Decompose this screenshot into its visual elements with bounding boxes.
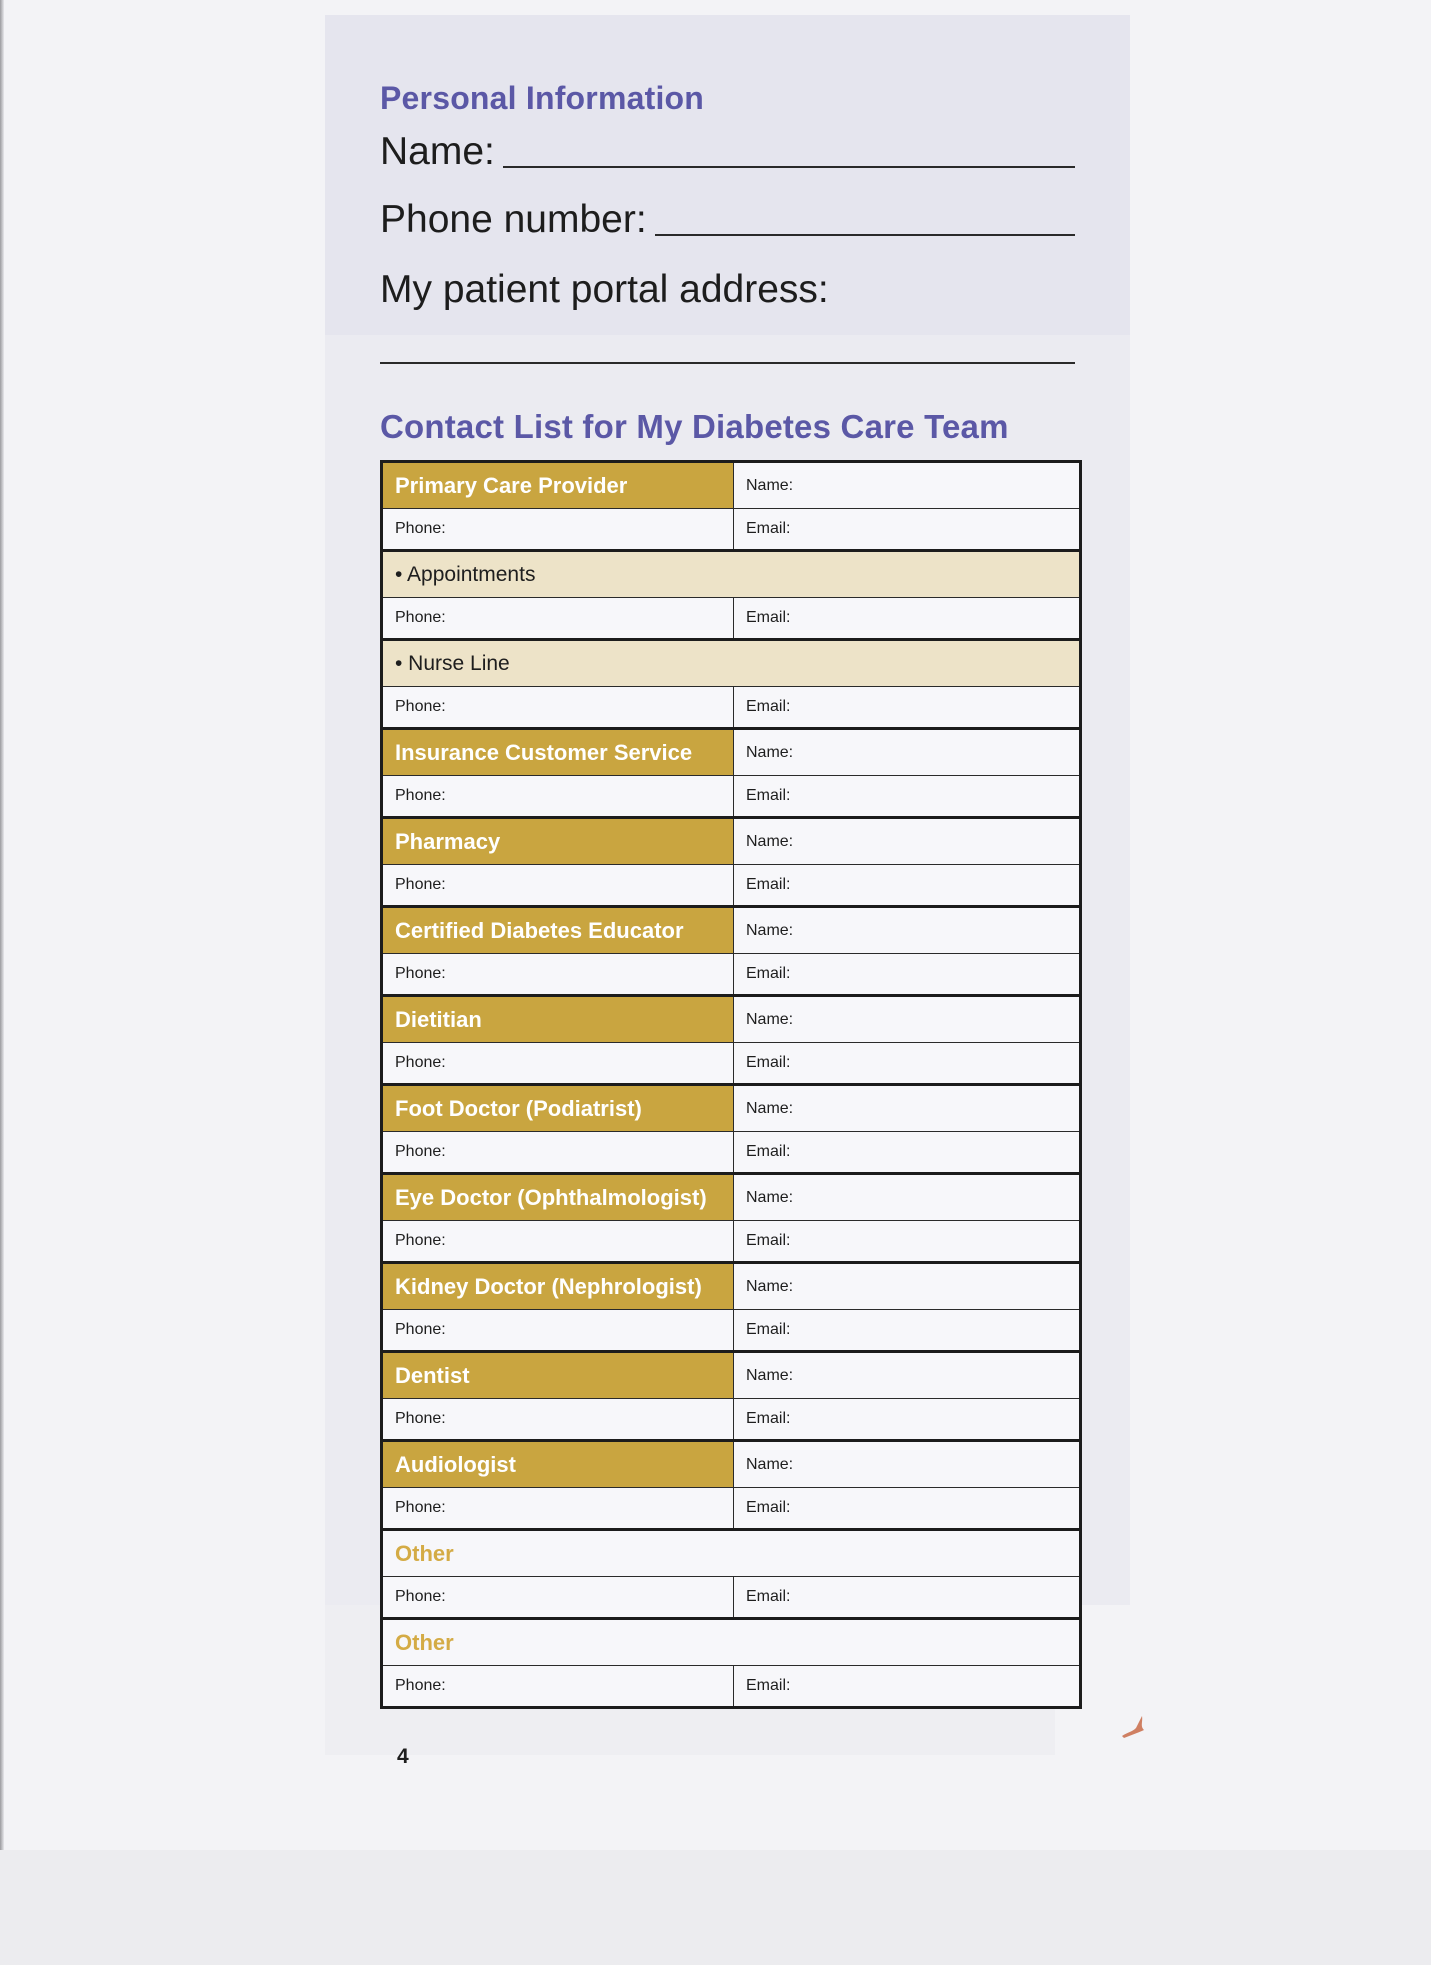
contact-detail-row (382, 1666, 1081, 1708)
provider-name-field[interactable] (734, 1263, 1081, 1310)
provider-phone-field[interactable] (382, 1577, 734, 1619)
other-label: Other (382, 1530, 1081, 1577)
contact-other-row (382, 1619, 1081, 1666)
email-field-label: Email: (746, 520, 791, 537)
phone-number-label: Phone number: (380, 198, 647, 241)
contact-detail-row (382, 1488, 1081, 1530)
contact-detail-row (382, 954, 1081, 996)
provider-name-field[interactable] (734, 1085, 1081, 1132)
contact-list-body (382, 462, 1081, 1708)
provider-role-label: Dietitian (382, 996, 734, 1043)
email-field-label: Email: (746, 1499, 791, 1516)
provider-email-field[interactable] (734, 598, 1081, 640)
name-field-label: Name: (746, 832, 794, 850)
name-field-label: Name: (746, 1366, 794, 1384)
scan-background-bottom (0, 1850, 1431, 1965)
provider-phone-field[interactable] (382, 1132, 734, 1174)
name-field-label: Name: (746, 743, 794, 761)
provider-email-field[interactable] (734, 1132, 1081, 1174)
scan-edge-shadow (0, 0, 4, 1850)
name-field-label: Name: (746, 1277, 794, 1295)
provider-role-label: Audiologist (382, 1441, 734, 1488)
page-number: 4 (397, 1745, 409, 1768)
provider-email-field[interactable] (734, 1488, 1081, 1530)
provider-role-label: Primary Care Provider (382, 462, 734, 509)
patient-portal-label: My patient portal address: (380, 268, 829, 311)
contact-role-row (382, 1352, 1081, 1399)
provider-name-field[interactable] (734, 1352, 1081, 1399)
contact-role-row (382, 729, 1081, 776)
email-field-label: Email: (746, 1143, 791, 1160)
email-field-label: Email: (746, 787, 791, 804)
provider-email-field[interactable] (734, 776, 1081, 818)
provider-role-label: Kidney Doctor (Nephrologist) (382, 1263, 734, 1310)
email-field-label: Email: (746, 876, 791, 893)
contact-detail-row (382, 509, 1081, 551)
phone-field-label: Phone: (395, 787, 446, 804)
provider-name-field[interactable] (734, 1441, 1081, 1488)
name-label: Name: (380, 130, 495, 173)
phone-number-field[interactable] (380, 198, 1075, 242)
email-field-label: Email: (746, 698, 791, 715)
contact-detail-row (382, 1221, 1081, 1263)
name-field-label: Name: (746, 921, 794, 939)
phone-field-label: Phone: (395, 1588, 446, 1605)
contact-detail-row (382, 687, 1081, 729)
contact-list-table (380, 460, 1082, 1709)
contact-detail-row (382, 865, 1081, 907)
provider-name-field[interactable] (734, 729, 1081, 776)
email-field-label: Email: (746, 1232, 791, 1249)
email-field-label: Email: (746, 1321, 791, 1338)
provider-phone-field[interactable] (382, 1666, 734, 1708)
email-field-label: Email: (746, 1410, 791, 1427)
phone-field-label: Phone: (395, 520, 446, 537)
provider-email-field[interactable] (734, 1221, 1081, 1263)
provider-role-label: Eye Doctor (Ophthalmologist) (382, 1174, 734, 1221)
personal-information-title: Personal Information (380, 80, 705, 116)
patient-portal-blank-line[interactable] (380, 362, 1075, 364)
phone-field-label: Phone: (395, 876, 446, 893)
provider-name-field[interactable] (734, 818, 1081, 865)
provider-name-field[interactable] (734, 462, 1081, 509)
email-field-label: Email: (746, 1677, 791, 1694)
provider-role-label: Certified Diabetes Educator (382, 907, 734, 954)
phone-field-label: Phone: (395, 1321, 446, 1338)
provider-phone-field[interactable] (382, 687, 734, 729)
provider-phone-field[interactable] (382, 865, 734, 907)
name-field-label: Name: (746, 1455, 794, 1473)
contact-role-row (382, 462, 1081, 509)
phone-field-label: Phone: (395, 609, 446, 626)
provider-email-field[interactable] (734, 1399, 1081, 1441)
provider-role-label: Dentist (382, 1352, 734, 1399)
provider-email-field[interactable] (734, 509, 1081, 551)
provider-role-label: Pharmacy (382, 818, 734, 865)
provider-name-field[interactable] (734, 1174, 1081, 1221)
provider-email-field[interactable] (734, 954, 1081, 996)
contact-role-row (382, 818, 1081, 865)
phone-field-label: Phone: (395, 1054, 446, 1071)
contact-role-row (382, 1441, 1081, 1488)
contact-detail-row (382, 1577, 1081, 1619)
phone-field-label: Phone: (395, 698, 446, 715)
name-blank-line[interactable] (503, 164, 1075, 168)
email-field-label: Email: (746, 1054, 791, 1071)
provider-phone-field[interactable] (382, 1488, 734, 1530)
provider-phone-field[interactable] (382, 509, 734, 551)
email-field-label: Email: (746, 1588, 791, 1605)
provider-email-field[interactable] (734, 865, 1081, 907)
name-field-label: Name: (746, 1188, 794, 1206)
phone-field-label: Phone: (395, 1677, 446, 1694)
phone-field-label: Phone: (395, 1410, 446, 1427)
contact-role-row (382, 1085, 1081, 1132)
contact-role-row (382, 1263, 1081, 1310)
subgroup-label: • Appointments (382, 551, 1081, 598)
contact-detail-row (382, 1310, 1081, 1352)
phone-field-label: Phone: (395, 1143, 446, 1160)
provider-phone-field[interactable] (382, 1221, 734, 1263)
contact-list-title: Contact List for My Diabetes Care Team (380, 408, 1009, 445)
phone-field-label: Phone: (395, 965, 446, 982)
provider-email-field[interactable] (734, 1043, 1081, 1085)
contact-detail-row (382, 1132, 1081, 1174)
phone-field-label: Phone: (395, 1232, 446, 1249)
provider-phone-field[interactable] (382, 1310, 734, 1352)
contact-detail-row (382, 1399, 1081, 1441)
phone-number-blank-line[interactable] (655, 232, 1075, 236)
email-field-label: Email: (746, 609, 791, 626)
provider-name-field[interactable] (734, 996, 1081, 1043)
provider-email-field[interactable] (734, 1577, 1081, 1619)
contact-subgroup-row (382, 551, 1081, 598)
provider-role-label: Foot Doctor (Podiatrist) (382, 1085, 734, 1132)
contact-role-row (382, 996, 1081, 1043)
provider-role-label: Insurance Customer Service (382, 729, 734, 776)
provider-phone-field[interactable] (382, 1399, 734, 1441)
contact-detail-row (382, 1043, 1081, 1085)
name-field-label: Name: (746, 1010, 794, 1028)
provider-name-field[interactable] (734, 907, 1081, 954)
contact-subgroup-row (382, 640, 1081, 687)
contact-other-row (382, 1530, 1081, 1577)
contact-detail-row (382, 776, 1081, 818)
provider-phone-field[interactable] (382, 954, 734, 996)
name-field-label: Name: (746, 1099, 794, 1117)
provider-phone-field[interactable] (382, 598, 734, 640)
contact-role-row (382, 1174, 1081, 1221)
patient-portal-field (380, 268, 1075, 312)
provider-email-field[interactable] (734, 1666, 1081, 1708)
name-field[interactable] (380, 130, 1075, 174)
name-field-label: Name: (746, 476, 794, 494)
provider-email-field[interactable] (734, 687, 1081, 729)
provider-phone-field[interactable] (382, 776, 734, 818)
subgroup-label: • Nurse Line (382, 640, 1081, 687)
other-label: Other (382, 1619, 1081, 1666)
ink-smudge-mark (1118, 1712, 1148, 1740)
phone-field-label: Phone: (395, 1499, 446, 1516)
provider-email-field[interactable] (734, 1310, 1081, 1352)
email-field-label: Email: (746, 965, 791, 982)
contact-detail-row (382, 598, 1081, 640)
contact-role-row (382, 907, 1081, 954)
provider-phone-field[interactable] (382, 1043, 734, 1085)
